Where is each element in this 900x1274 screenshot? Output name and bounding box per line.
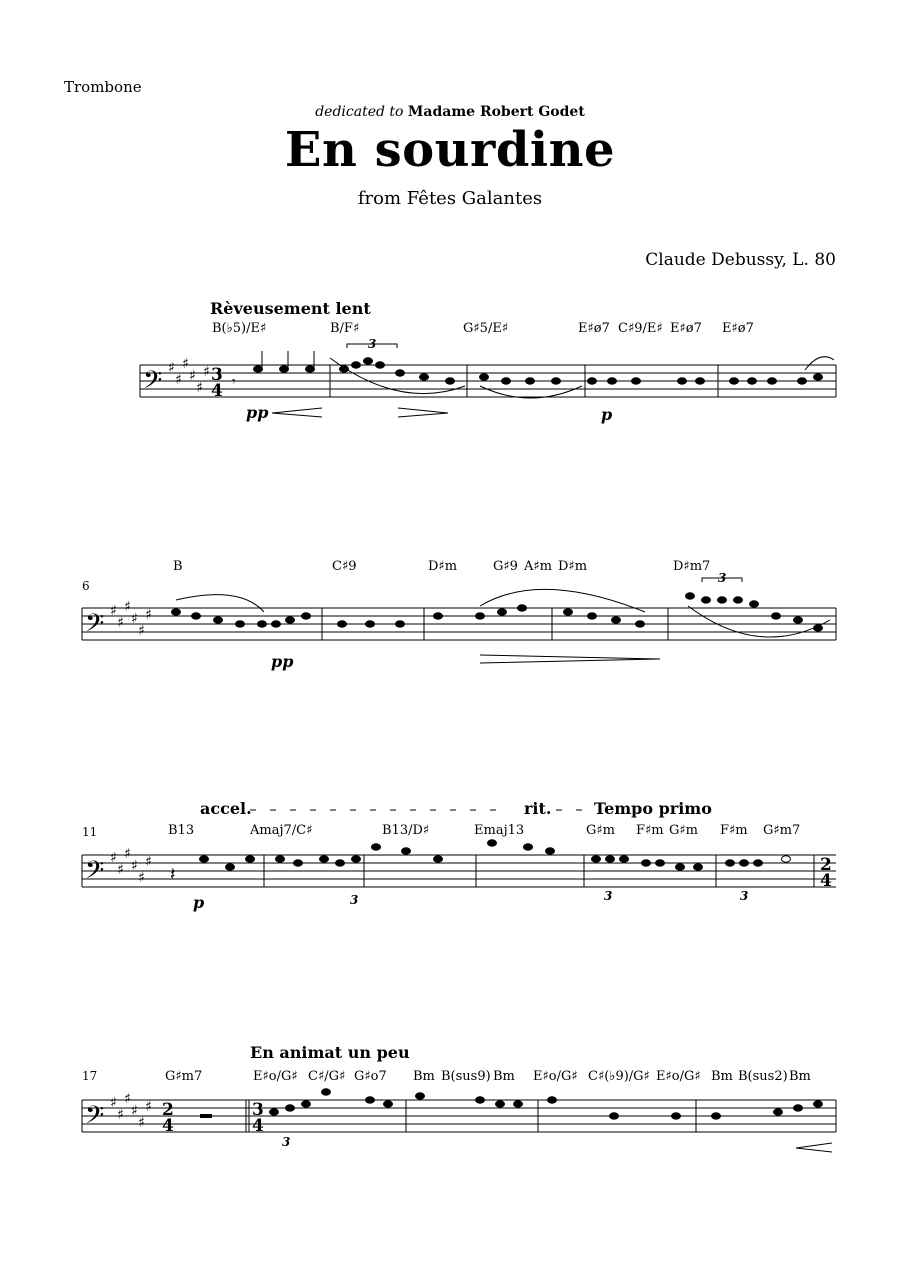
svg-text:♯: ♯	[124, 846, 131, 862]
tuplet-number: 3	[718, 571, 727, 585]
svg-text:♯: ♯	[124, 599, 131, 615]
slur	[176, 595, 264, 612]
svg-text:♯: ♯	[145, 1099, 152, 1115]
svg-text:♯: ♯	[203, 364, 210, 380]
key-signature	[168, 356, 210, 396]
notes	[232, 351, 823, 390]
chord-symbol: Bm	[789, 1069, 811, 1084]
time-signature-bottom: 4	[252, 1116, 264, 1136]
system-1	[140, 299, 836, 424]
system-2	[82, 559, 836, 671]
svg-text:♯: ♯	[131, 1103, 138, 1119]
dynamic-marking: p	[193, 893, 205, 912]
svg-text:♯: ♯	[110, 850, 117, 866]
time-signature-top: 2	[820, 855, 832, 875]
svg-text:♯: ♯	[110, 1095, 117, 1111]
svg-text:𝄾: 𝄾	[232, 374, 236, 390]
svg-text:♯: ♯	[196, 380, 203, 396]
slur	[480, 589, 645, 612]
composer: Claude Debussy, L. 80	[645, 250, 836, 270]
svg-text:♯: ♯	[117, 862, 124, 878]
tempo-marking: En animat un peu	[250, 1043, 410, 1062]
time-signature-bottom: 4	[162, 1116, 174, 1136]
svg-text:♯: ♯	[138, 1115, 145, 1131]
tempo-marking: accel.	[200, 799, 252, 818]
chord-symbol: G♯o7	[354, 1069, 387, 1084]
tuplet-number: 3	[282, 1135, 291, 1149]
notes	[270, 1089, 823, 1119]
crescendo-hairpin	[796, 1143, 832, 1152]
tuplet-number: 3	[740, 889, 749, 903]
svg-text:♯: ♯	[138, 870, 145, 886]
chord-symbol: B	[173, 559, 183, 574]
time-signature-bottom: 4	[820, 871, 832, 891]
svg-text:♯: ♯	[175, 372, 182, 388]
chord-symbol: E♯ø7	[722, 321, 754, 336]
bass-clef-icon: 𝄢	[85, 856, 105, 891]
svg-text:♯: ♯	[182, 356, 189, 372]
tempo-marking: Tempo primo	[594, 799, 712, 818]
decrescendo-hairpin	[398, 408, 448, 417]
chord-symbol: C♯9/E♯	[618, 321, 663, 336]
system-3	[82, 799, 836, 912]
chord-symbol: B(♭5)/E♯	[212, 321, 267, 336]
slur	[805, 357, 834, 370]
bass-clef-icon: 𝄢	[85, 609, 105, 644]
decrescendo-hairpin	[480, 655, 660, 663]
time-signature-top: 2	[162, 1100, 174, 1120]
svg-text:♯: ♯	[189, 368, 196, 384]
tuplet-number: 3	[604, 889, 613, 903]
piece-subtitle: from Fêtes Galantes	[357, 188, 543, 209]
chord-symbol: G♯m7	[165, 1069, 203, 1084]
chord-symbol: Emaj13	[474, 823, 525, 838]
bass-clef-icon: 𝄢	[143, 366, 163, 401]
chord-symbol: B(sus2)	[738, 1069, 788, 1084]
chord-symbol: F♯m	[636, 823, 664, 838]
bass-clef-icon: 𝄢	[85, 1101, 105, 1136]
dynamic-marking: pp	[271, 652, 294, 671]
tuplet-number: 3	[350, 893, 359, 907]
chord-symbol: B13	[168, 823, 195, 838]
key-signature	[110, 846, 152, 886]
chord-symbol: A♯m	[524, 559, 553, 574]
slur	[480, 386, 582, 398]
chord-symbol: G♯m7	[763, 823, 801, 838]
chord-symbol: D♯m	[428, 559, 458, 574]
chord-symbol: Bm	[493, 1069, 515, 1084]
system-4	[82, 1043, 836, 1152]
chord-symbol: G♯m	[669, 823, 699, 838]
key-signature	[110, 599, 152, 639]
chord-symbol: G♯9	[493, 559, 518, 574]
chord-symbol: E♯ø7	[670, 321, 702, 336]
chord-symbol: Bm	[413, 1069, 435, 1084]
chord-symbol: E♯ø7	[578, 321, 610, 336]
svg-text:♯: ♯	[110, 603, 117, 619]
dynamic-marking: pp	[246, 403, 269, 422]
svg-text:♯: ♯	[145, 854, 152, 870]
measure-number: 11	[82, 825, 98, 839]
chord-symbol: D♯m	[558, 559, 588, 574]
svg-text:♯: ♯	[131, 611, 138, 627]
whole-rest-icon	[200, 1114, 212, 1118]
piece-title: En sourdine	[284, 122, 616, 178]
instrument-name: Trombone	[64, 78, 142, 96]
chord-symbol: E♯o/G♯	[533, 1069, 578, 1084]
chord-symbol: Bm	[711, 1069, 733, 1084]
time-signature-top: 3	[252, 1100, 264, 1120]
notes	[172, 593, 823, 631]
chord-symbol: G♯5/E♯	[463, 321, 509, 336]
chord-symbol: C♯9	[332, 559, 357, 574]
svg-text:♯: ♯	[138, 623, 145, 639]
chord-symbol: F♯m	[720, 823, 748, 838]
chord-symbol: C♯/G♯	[308, 1069, 346, 1084]
chord-symbol: G♯m	[586, 823, 616, 838]
tempo-marking: Rèveusement lent	[210, 299, 371, 318]
chord-symbol: E♯o/G♯	[656, 1069, 701, 1084]
staff-lines	[82, 855, 836, 887]
staff-lines	[82, 1100, 836, 1132]
chord-symbol: E♯o/G♯	[253, 1069, 298, 1084]
tuplet-number: 3	[368, 337, 377, 351]
svg-text:♯: ♯	[131, 858, 138, 874]
chord-symbol: C♯(♭9)/G♯	[588, 1069, 650, 1084]
key-signature	[110, 1091, 152, 1131]
chord-symbol: Amaj7/C♯	[250, 823, 313, 838]
dedication-prefix: dedicated to	[315, 104, 404, 120]
svg-text:♯: ♯	[168, 360, 175, 376]
rest-icon: 𝄽	[170, 864, 176, 885]
chord-symbol: B13/D♯	[382, 823, 430, 838]
dedicatee: Madame Robert Godet	[407, 104, 585, 120]
svg-text:♯: ♯	[124, 1091, 131, 1107]
time-signature-top: 3	[211, 365, 223, 385]
tempo-marking: rit.	[524, 799, 552, 818]
dynamic-marking: p	[601, 405, 613, 424]
svg-text:♯: ♯	[145, 607, 152, 623]
svg-text:♯: ♯	[117, 1107, 124, 1123]
time-signature-bottom: 4	[211, 381, 223, 401]
chord-symbol: D♯m7	[673, 559, 711, 574]
svg-text:♯: ♯	[117, 615, 124, 631]
chord-symbol: B(sus9)	[441, 1069, 491, 1084]
measure-number: 17	[82, 1069, 98, 1083]
measure-number: 6	[82, 579, 90, 593]
crescendo-hairpin	[272, 408, 322, 417]
chord-symbol: B/F♯	[330, 321, 360, 336]
